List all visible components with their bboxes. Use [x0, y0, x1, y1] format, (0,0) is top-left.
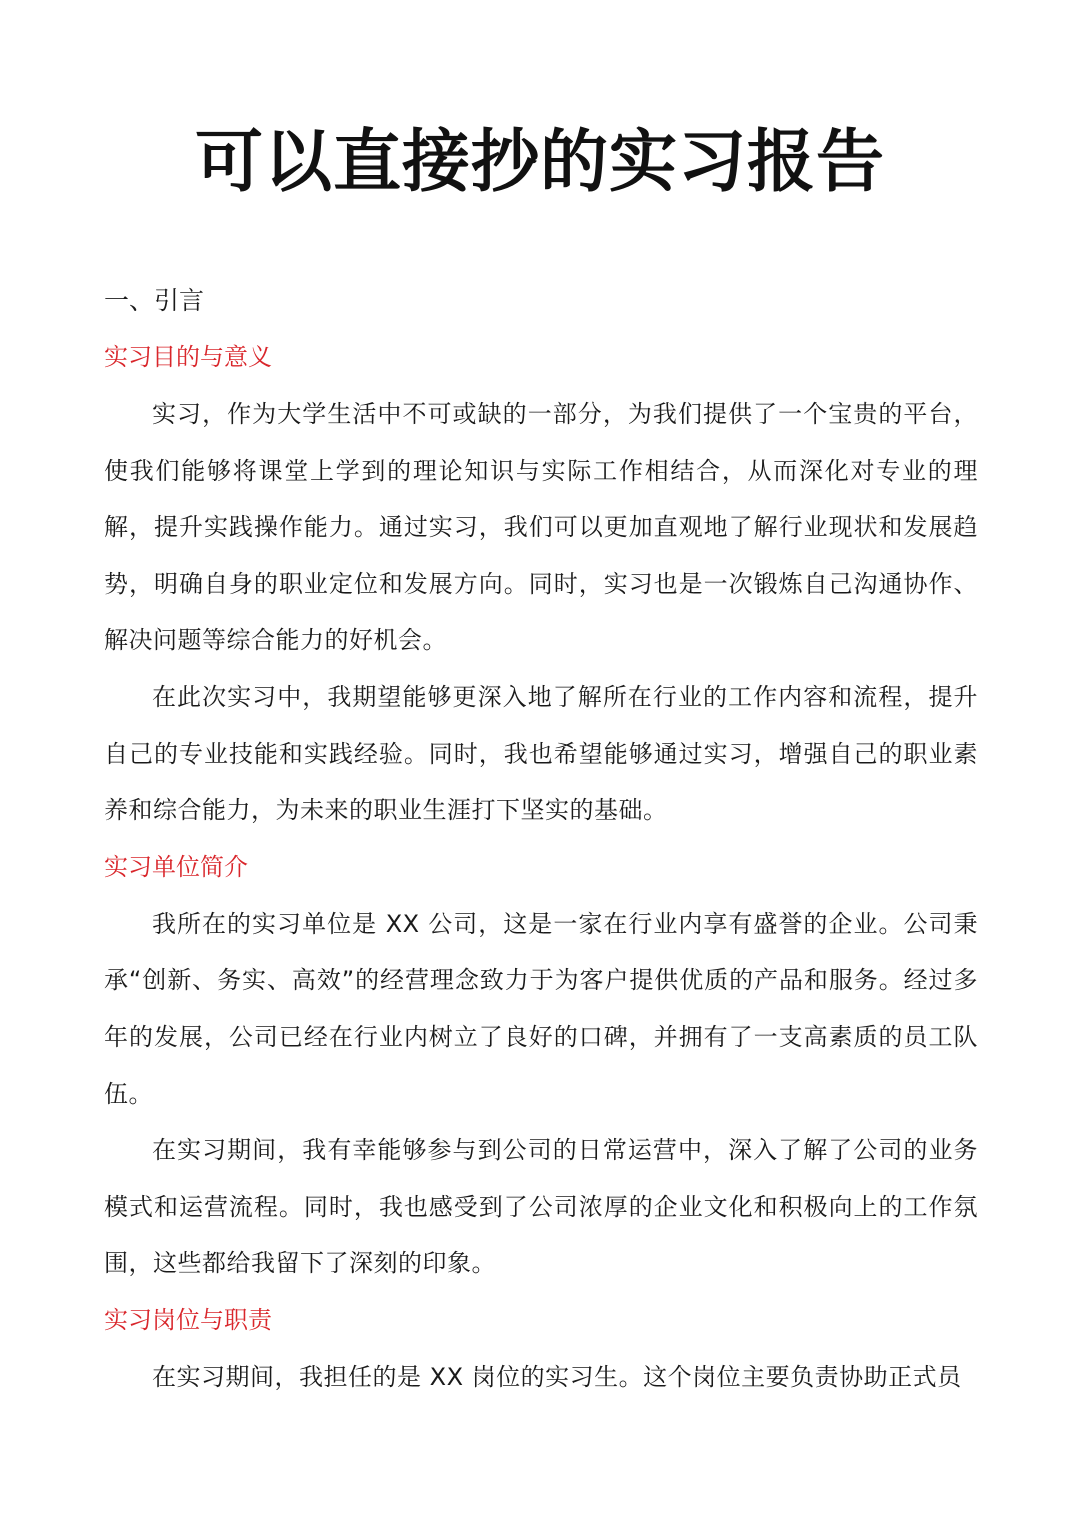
- document-body: [104, 272, 978, 1406]
- document-title: 可以直接抄的实习报告: [194, 123, 885, 202]
- subheading-purpose: 实习目的与意义: [104, 343, 272, 371]
- paragraph: 我所在的实习单位是 XX 公司，这是一家在行业内享有盛誉的企业。公司秉承“创新、务实、高效”的经营理念致力于为客户提供优质的产品和服务。经过多年的发展，公司已经在行业内树立了良好的口碑，并拥有了一支高素质的员工队伍。: [104, 909, 978, 1108]
- subheading-company: 实习单位简介: [104, 852, 248, 881]
- section-heading-introduction: 一、引言: [104, 286, 205, 315]
- paragraph: 在实习期间，我有幸能够参与到公司的日常运营中，深入了解了公司的业务模式和运营流程。同时，我也感受到了公司浓厚的企业文化和积极向上的工作氛围，这些都给我留下了深刻的印象。: [104, 1136, 978, 1278]
- paragraph: 在实习期间，我担任的是 XX 岗位的实习生。这个岗位主要负责协助正式员: [152, 1362, 962, 1391]
- subheading-position: 实习岗位与职责: [104, 1305, 272, 1334]
- paragraph: 实习，作为大学生活中不可或缺的一部分，为我们提供了一个宝贵的平台，使我们能够将课堂上学到的理论知识与实际工作相结合，从而深化对专业的理解，提升实践操作能力。通过实习，我们可以更加直观地了解行业现状和发展趋势，明确自身的职业定位和发展方向。同时，实习也是一次锻炼自己沟通协作、解决问题等综合能力的好机会。: [104, 400, 978, 655]
- paragraph: 在此次实习中，我期望能够更深入地了解所在行业的工作内容和流程，提升自己的专业技能和实践经验。同时，我也希望能够通过实习，增强自己的职业素养和综合能力，为未来的职业生涯打下坚实的基础。: [104, 682, 978, 825]
